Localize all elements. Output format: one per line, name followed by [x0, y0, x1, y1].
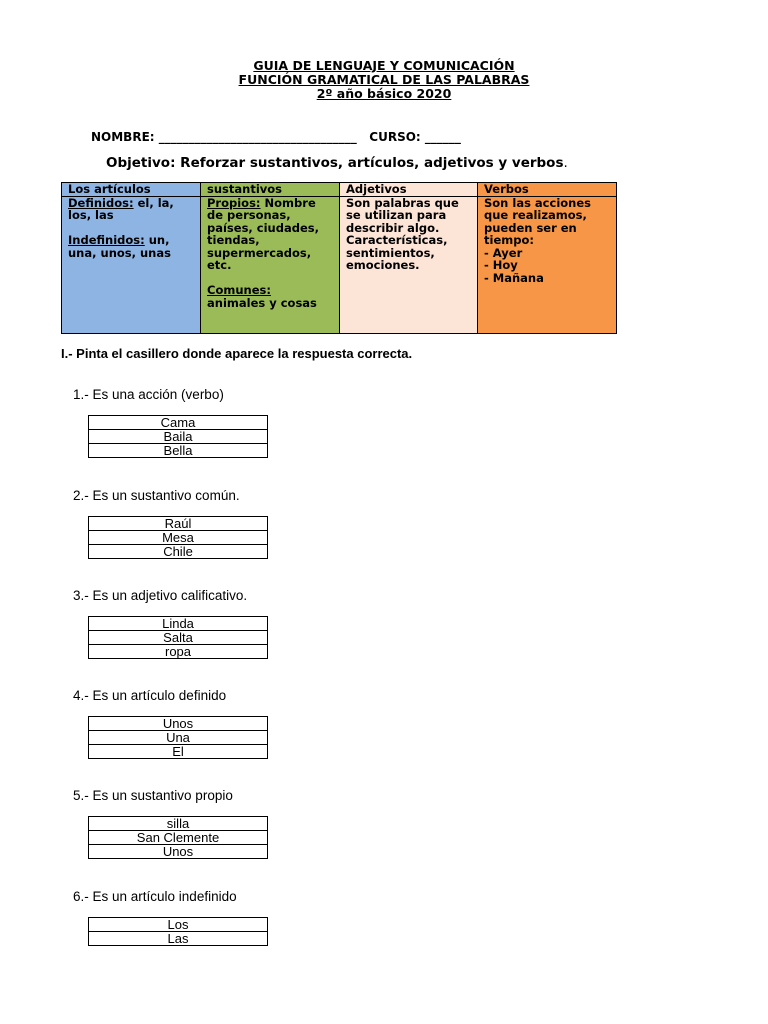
- propios-text: Nombre de personas, países, ciudades, tiendas, supermercados, etc.: [207, 195, 319, 272]
- instruction: I.- Pinta el casillero donde aparece la respuesta correcta.: [61, 346, 413, 361]
- indefinidos-label: Indefinidos:: [68, 233, 145, 247]
- indefinidos-text: un, una, unos, unas: [68, 233, 171, 260]
- options-q6: [88, 917, 268, 946]
- option-cell[interactable]: Unos: [89, 845, 268, 859]
- objective: Objetivo: Reforzar sustantivos, artículos, adjetivos y verbos.: [106, 155, 568, 171]
- option-cell[interactable]: Los: [89, 918, 268, 932]
- comunes-label: Comunes:: [207, 283, 271, 297]
- option-cell[interactable]: Raúl: [89, 517, 268, 531]
- option-cell[interactable]: silla: [89, 817, 268, 831]
- header-articulos: Los artículos: [62, 183, 201, 197]
- header-adjetivos: Adjetivos: [340, 183, 478, 197]
- option-cell[interactable]: Mesa: [89, 531, 268, 545]
- propios-label: Propios:: [207, 195, 261, 210]
- option-cell[interactable]: Unos: [89, 717, 268, 731]
- option-cell[interactable]: Salta: [89, 631, 268, 645]
- cell-articulos: [62, 196, 201, 333]
- question-6: 6.- Es un artículo indefinido: [73, 889, 237, 904]
- objective-text: Objetivo: Reforzar sustantivos, artículos, adjetivos y verbos: [106, 155, 564, 171]
- question-5: 5.- Es un sustantivo propio: [73, 788, 233, 803]
- option-cell[interactable]: ropa: [89, 645, 268, 659]
- option-cell[interactable]: Cama: [89, 416, 268, 430]
- option-cell[interactable]: Las: [89, 932, 268, 946]
- options-q1: [88, 415, 268, 458]
- options-q4: [88, 716, 268, 759]
- verbos-item: - Ayer: [484, 245, 523, 260]
- header-sustantivos: sustantivos: [201, 183, 340, 197]
- question-3: 3.- Es un adjetivo calificativo.: [73, 588, 248, 603]
- option-cell[interactable]: San Clemente: [89, 831, 268, 845]
- option-cell[interactable]: Bella: [89, 444, 268, 458]
- option-cell[interactable]: Una: [89, 731, 268, 745]
- verbos-item: - Hoy: [484, 258, 518, 272]
- adjetivos-text: Son palabras que se utilizan para describir algo. Características, sentimientos, emociones.: [346, 195, 459, 272]
- options-q3: [88, 616, 268, 659]
- verbos-text: Son las acciones que realizamos, pueden ser en tiempo:: [484, 195, 591, 247]
- option-cell[interactable]: Baila: [89, 430, 268, 444]
- title-line-3: 2º año básico 2020: [316, 86, 452, 101]
- definidos-label: Definidos:: [68, 195, 134, 210]
- options-q2: [88, 516, 268, 559]
- definidos-text: el, la, los, las: [68, 195, 174, 222]
- options-q5: [88, 816, 268, 859]
- cell-sustantivos: [201, 196, 340, 333]
- option-cell[interactable]: Chile: [89, 545, 268, 559]
- cell-adjetivos: [340, 196, 478, 333]
- verbos-item: - Mañana: [484, 270, 544, 285]
- option-cell[interactable]: Linda: [89, 617, 268, 631]
- cell-verbos: [478, 196, 617, 333]
- option-cell[interactable]: El: [89, 745, 268, 759]
- question-4: 4.- Es un artículo definido: [73, 688, 227, 703]
- header-verbos: Verbos: [478, 183, 617, 197]
- name-course-line: NOMBRE: _________________________________ CURSO: ______: [91, 130, 461, 144]
- question-1: 1.- Es una acción (verbo): [73, 387, 224, 402]
- comunes-text: animales y cosas: [207, 295, 317, 310]
- question-2: 2.- Es un sustantivo común.: [73, 488, 240, 503]
- title-line-2: FUNCIÓN GRAMATICAL DE LAS PALABRAS: [238, 72, 530, 87]
- document-title: [0, 59, 768, 101]
- title-line-1: GUIA DE LENGUAJE Y COMUNICACIÓN: [253, 58, 515, 73]
- summary-table: [61, 182, 617, 334]
